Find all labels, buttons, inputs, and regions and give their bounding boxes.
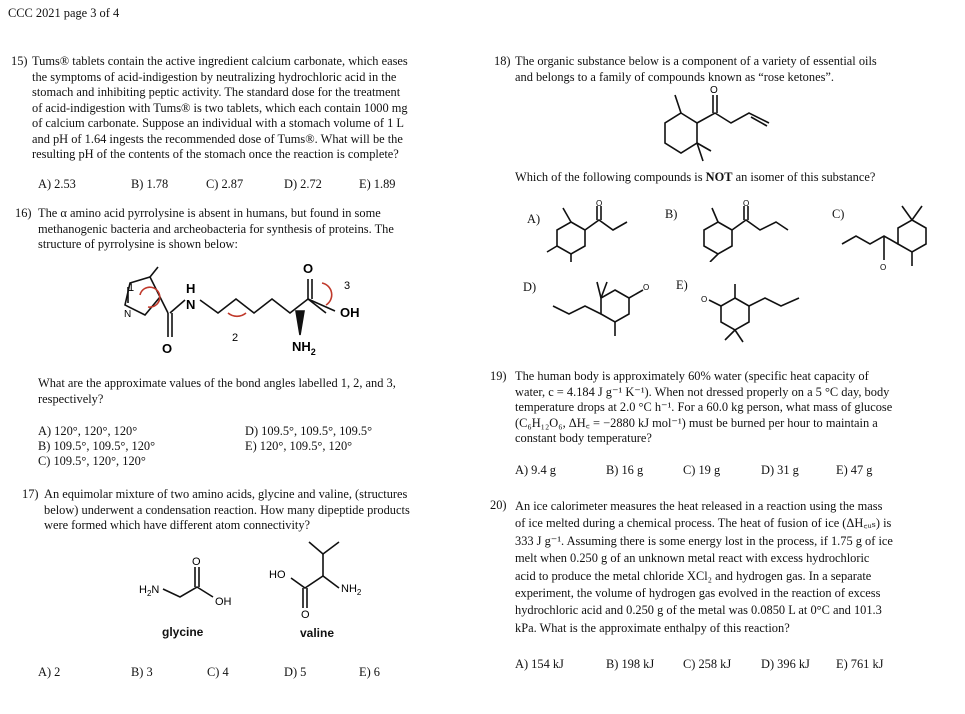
q19-line: constant body temperature?: [515, 431, 652, 445]
q18-option-e-structure: [695, 278, 805, 348]
q20-line: experiment, the volume of hydrogen gas evolved in the reaction of excess: [515, 586, 881, 601]
q17-option-e[interactable]: E) 6: [359, 665, 380, 679]
q18-question-post: an isomer of this substance?: [732, 170, 876, 184]
q16-text: [38, 206, 458, 253]
valine-name: valine: [300, 626, 335, 640]
amide-bond: [170, 300, 185, 313]
nh2-wedge: [296, 311, 304, 335]
q20-option-a[interactable]: A) 154 kJ: [515, 657, 564, 671]
valine-o-label: O: [301, 609, 310, 620]
q19-line: water, c = 4.184 J g⁻¹ K⁻¹). When not dressed properly on a 5 °C day, body: [515, 384, 890, 399]
q19-option-e[interactable]: E) 47 g: [836, 463, 873, 477]
amide-h-label: H: [186, 281, 196, 296]
glycine-structure: [135, 555, 245, 615]
q18-option-d[interactable]: D): [523, 280, 537, 294]
angle-2-label: 2: [232, 332, 239, 344]
q20-option-b[interactable]: B) 198 kJ: [606, 657, 655, 671]
q18-option-a-structure: [543, 200, 633, 262]
glycine-name: glycine: [162, 625, 204, 639]
page-header: CCC 2021 page 3 of 4: [8, 6, 120, 20]
q15-line: Tums® tablets contain the active ingredient calcium carbonate, which eases: [32, 54, 408, 68]
methyl-bond: [150, 267, 158, 277]
glycine-oh-label: OH: [215, 596, 232, 608]
q19-number: 19): [490, 369, 507, 383]
ring-n-label: N: [124, 309, 132, 320]
q18-option-c-structure: [840, 200, 940, 272]
q19-text: [515, 369, 935, 447]
ring-methyl-top: [675, 95, 681, 113]
q15-option-c[interactable]: C) 2.87: [206, 177, 244, 191]
cyclohexane-ring: [665, 113, 697, 153]
q18-option-b-o: O: [743, 200, 750, 208]
pyrrolysine-structure: [100, 255, 400, 365]
q19-option-d[interactable]: D) 31 g: [761, 463, 799, 477]
q15-option-b[interactable]: B) 1.78: [131, 177, 169, 191]
valine-backbone: [291, 576, 339, 588]
q19-option-c[interactable]: C) 19 g: [683, 463, 721, 477]
angle-3-label: 3: [344, 280, 351, 292]
q15-line: the symptoms of acid-indigestion by neutralizing hydrochloric acid in the: [32, 69, 397, 84]
q17-number: 17): [22, 487, 39, 501]
q17-line: An equimolar mixture of two amino acids, glycine and valine, (structures: [44, 487, 408, 501]
angle-3-arc: [322, 283, 332, 305]
q20-option-e[interactable]: E) 761 kJ: [836, 657, 884, 671]
q17-option-a[interactable]: A) 2: [38, 665, 61, 679]
q17-option-d[interactable]: D) 5: [284, 665, 307, 679]
q16-line: methanogenic bacteria and archeobacteria for synthesis of proteins. The: [38, 221, 394, 236]
q19-line: (C₆H₁₂O₆, ΔH꜀ = −2880 kJ mol⁻¹) must be burned per hour to maintain a: [515, 415, 878, 430]
q18-number: 18): [494, 54, 511, 68]
q18-question-bold: NOT: [705, 170, 733, 184]
amide-n-label: N: [186, 297, 196, 312]
q17-line: were formed which have different atom connectivity?: [44, 518, 311, 532]
q20-line: of ice melted during a chemical process. The heat of fusion of ice (ΔH꜀ᵤₛ) is: [515, 516, 892, 531]
q16-option-e[interactable]: E) 120°, 109.5°, 120°: [245, 439, 353, 453]
acid-oh-label: OH: [340, 305, 360, 320]
q20-line: 333 J g⁻¹. Assuming there is some energy lost in the process, if 1.75 g of ice: [515, 533, 893, 548]
q18-option-e[interactable]: E): [676, 278, 688, 292]
q20-text: [515, 498, 945, 637]
q18-option-c-o: O: [880, 263, 887, 272]
q20-line: melt when 0.250 g of an unknown metal react with excess hydrochloric: [515, 551, 870, 566]
angle-1-arc: [140, 287, 160, 307]
rose-ketone-structure: [645, 85, 785, 170]
q20-option-c[interactable]: C) 258 kJ: [683, 657, 732, 671]
q18-option-d-structure: [545, 272, 655, 342]
ring-carbonyl-bond: [160, 297, 168, 313]
ketone-o-label: O: [162, 341, 173, 356]
q15-option-e[interactable]: E) 1.89: [359, 177, 396, 191]
q16-line: The α amino acid pyrrolysine is absent in humans, but found in some: [38, 206, 381, 220]
q20-line: acid to produce the metal chloride XCl₂ and hydrogen gas. In a separate: [515, 568, 872, 583]
q16-option-c[interactable]: C) 109.5°, 120°, 120°: [38, 454, 146, 468]
acid-o-label: O: [303, 261, 314, 276]
q15-text: [32, 54, 452, 163]
q15-number: 15): [11, 54, 28, 68]
q17-option-b[interactable]: B) 3: [131, 665, 153, 679]
q19-line: temperature drops at 2.0 °C h⁻¹. For a 60.0 kg person, what mass of glucose: [515, 400, 893, 414]
q18-option-b-structure: [690, 200, 790, 262]
valine-nh2-label: $NH_2$: [341, 583, 362, 597]
q20-number: 20): [490, 498, 507, 512]
valine-structure: [265, 530, 375, 620]
q17-line: below) underwent a condensation reaction. How many dipeptide products: [44, 502, 410, 517]
q18-option-b[interactable]: B): [665, 207, 678, 221]
q15-line: of calcium carbonate. Suppose an individual with a stomach volume of 1 L: [32, 116, 404, 130]
q20-option-d[interactable]: D) 396 kJ: [761, 657, 810, 671]
q15-line: of acid-indigestion with Tums® is two tablets, which each contain 1000 mg: [32, 100, 408, 115]
q17-option-c[interactable]: C) 4: [207, 665, 229, 679]
q18-option-c[interactable]: C): [832, 207, 845, 221]
glycine-o-label: O: [192, 556, 201, 568]
q15-line: resulting pH of the contents of the stomach once the reaction is complete?: [32, 147, 399, 161]
q15-line: stomach and inhibiting peptic activity. The standard dose for the treatment: [32, 85, 401, 99]
q16-number: 16): [15, 206, 32, 220]
nh2-label: $NH_2$: [292, 339, 316, 357]
q16-question-line: What are the approximate values of the bond angles labelled 1, 2, and 3,: [38, 376, 396, 390]
q16-line: structure of pyrrolysine is shown below:: [38, 237, 238, 251]
q20-line: kPa. What is the approximate enthalpy of this reaction?: [515, 620, 790, 635]
q18-option-e-o: O: [701, 295, 708, 304]
q19-option-a[interactable]: A) 9.4 g: [515, 463, 556, 477]
q17-text: [44, 487, 464, 534]
q18-text: [515, 54, 935, 85]
q15-option-d[interactable]: D) 2.72: [284, 177, 322, 191]
q18-question-pre: Which of the following compounds is: [515, 170, 706, 184]
q15-line: and pH of 1.64 ingests the recommended dose of Tums®. What will be the: [32, 131, 403, 146]
q16-question: [38, 376, 458, 407]
q16-option-a[interactable]: A) 120°, 120°, 120°: [38, 424, 138, 438]
q16-option-d[interactable]: D) 109.5°, 109.5°, 109.5°: [245, 424, 373, 438]
q18-option-d-o: O: [643, 283, 650, 292]
q16-question-line: respectively?: [38, 391, 104, 406]
glycine-h2n-label: $H_2N$: [139, 584, 160, 598]
q16-option-b[interactable]: B) 109.5°, 109.5°, 120°: [38, 439, 156, 453]
q19-option-b[interactable]: B) 16 g: [606, 463, 644, 477]
angle-2-arc: [228, 313, 246, 316]
q18-line: and belongs to a family of compounds known as “rose ketones”.: [515, 69, 834, 84]
q19-line: The human body is approximately 60% water (specific heat capacity of: [515, 369, 869, 383]
q18-option-a[interactable]: A): [527, 212, 541, 226]
valine-isopropyl: [309, 542, 339, 554]
q15-option-a[interactable]: A) 2.53: [38, 177, 76, 191]
q20-line: An ice calorimeter measures the heat released in a reaction using the mass: [515, 499, 883, 513]
valine-ho-label: HO: [269, 569, 286, 581]
glycine-backbone: [163, 587, 213, 597]
angle-1-label: 1: [128, 282, 135, 294]
q18-line: The organic substance below is a component of a variety of essential oils: [515, 54, 877, 68]
q20-line: hydrochloric acid and 0.250 g of the metal was 0.0850 L at 0°C and 101.3: [515, 603, 882, 618]
lysine-chain: [200, 299, 326, 313]
q18-option-a-o: O: [596, 200, 603, 208]
q18-question: [515, 170, 875, 186]
ketone-o-label: O: [710, 85, 718, 96]
